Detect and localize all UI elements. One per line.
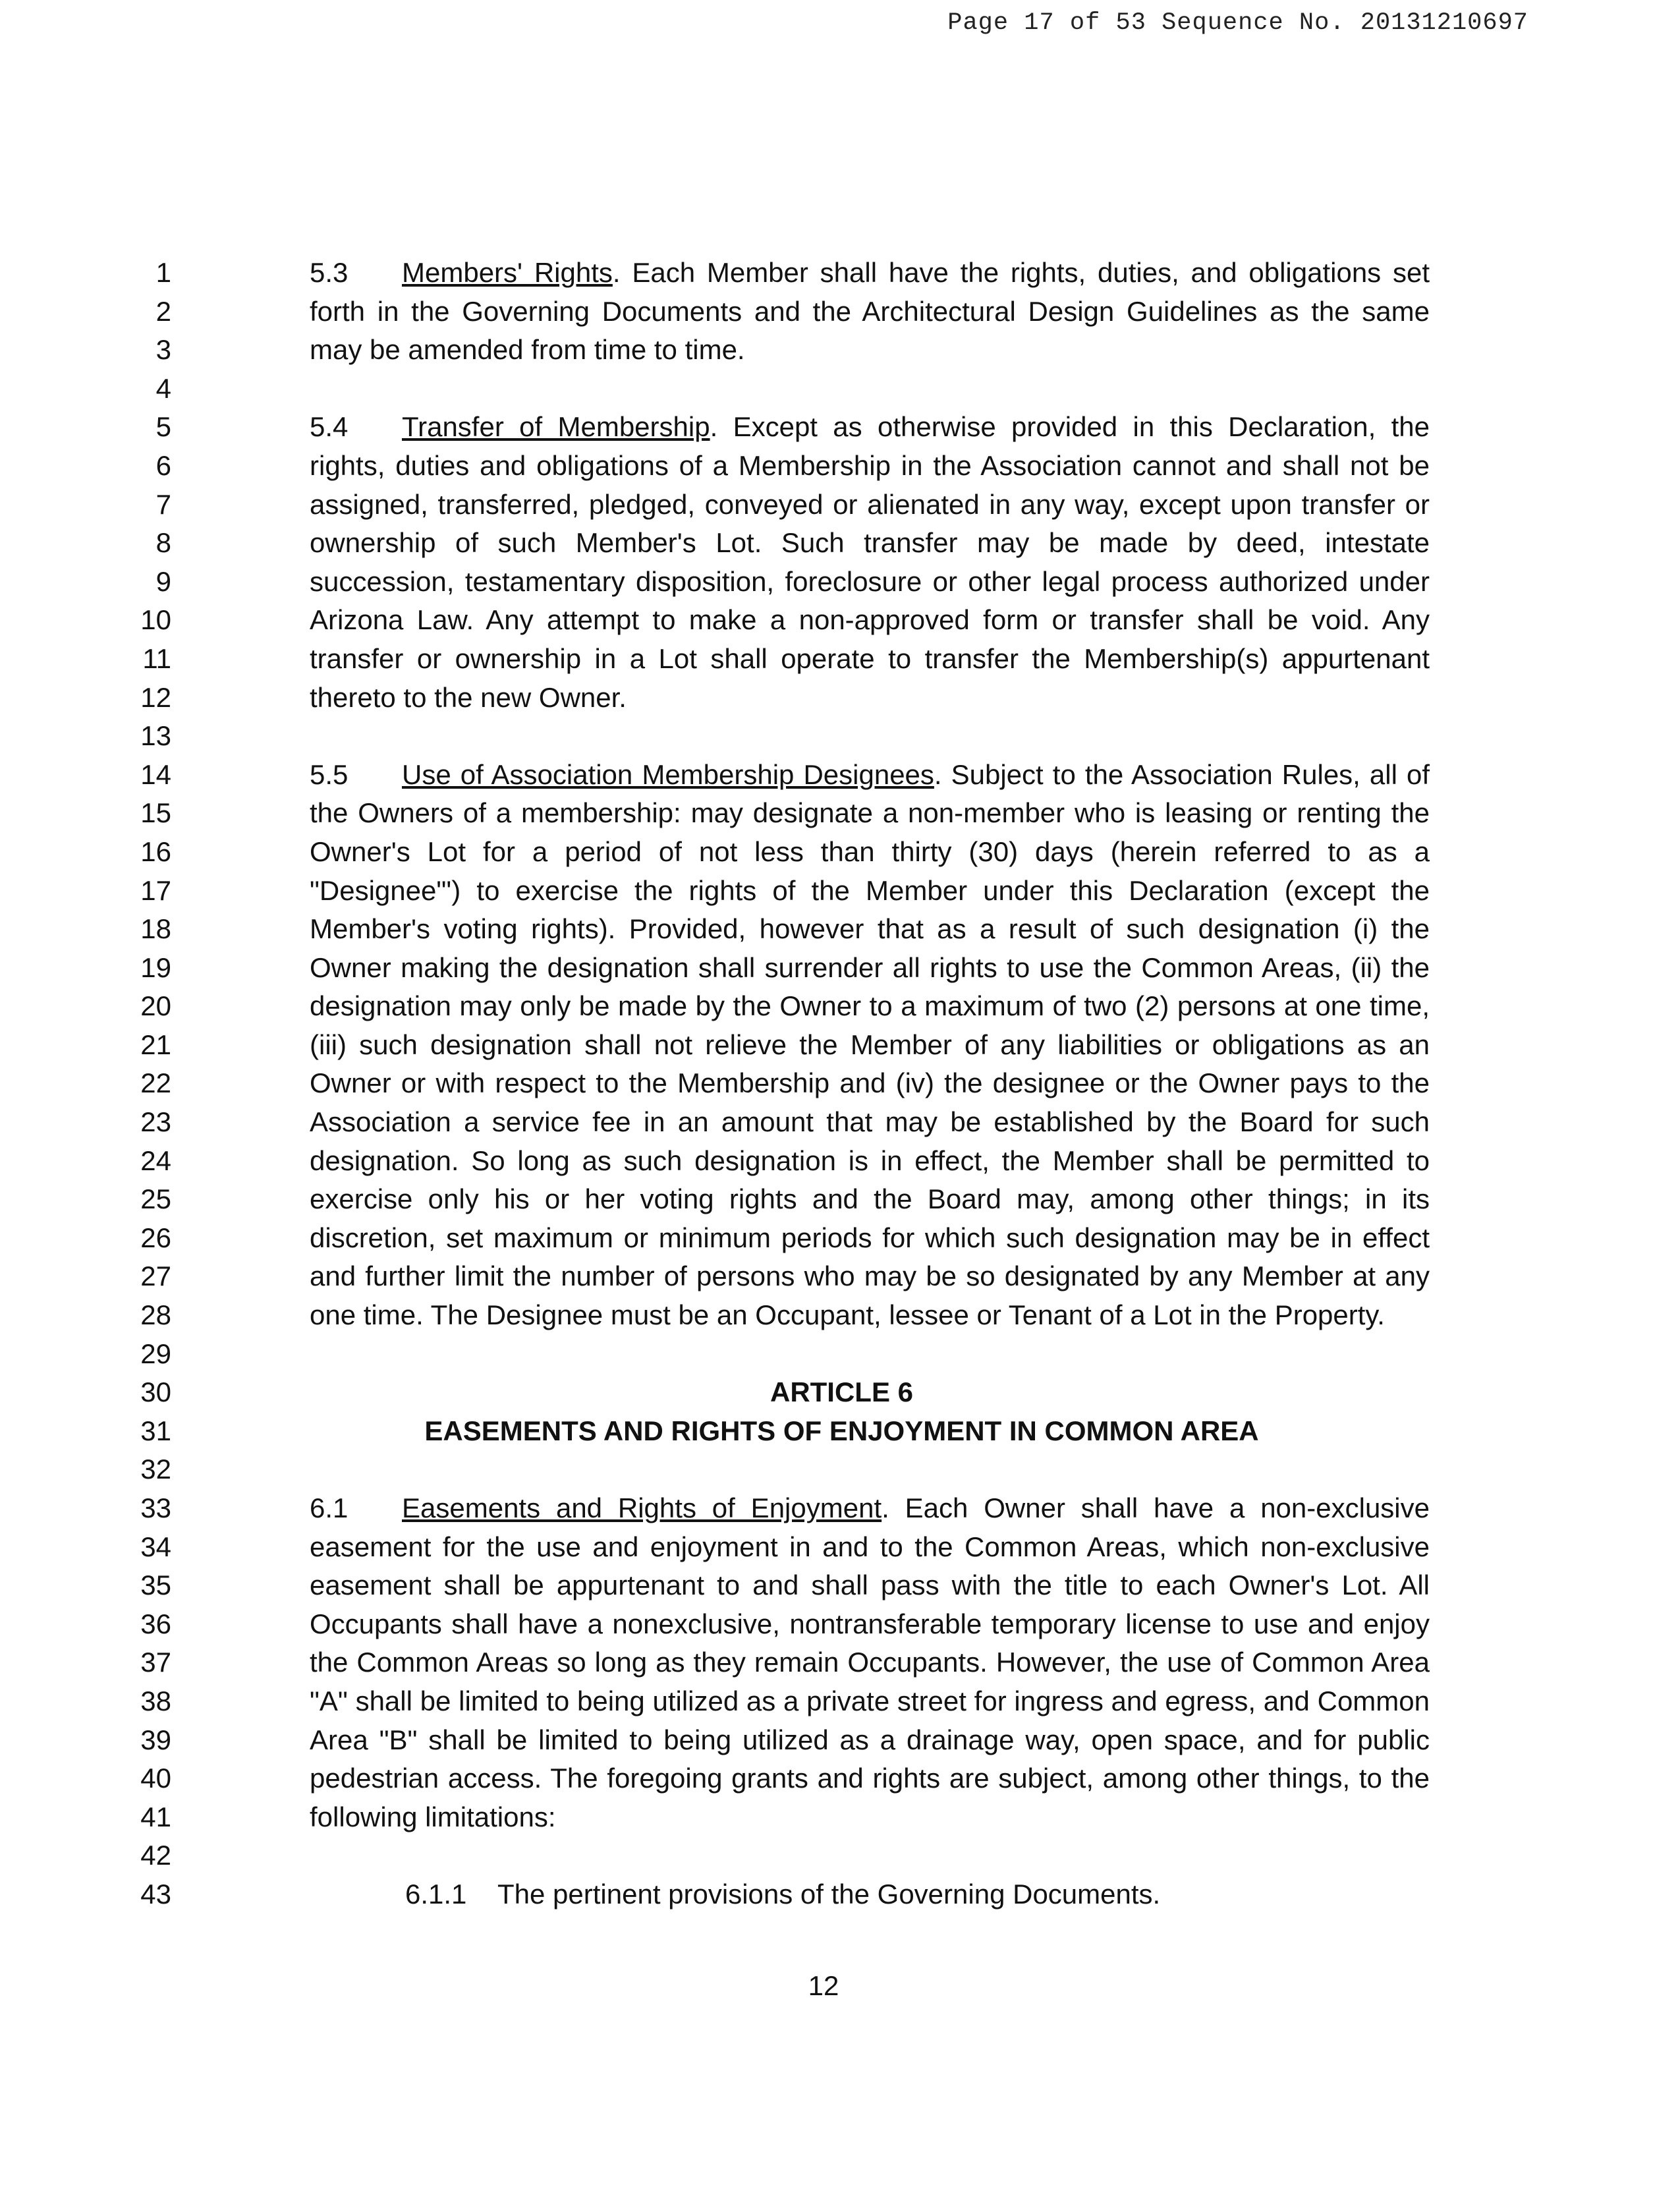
section-title: Transfer of Membership [402, 411, 710, 443]
line-number: 36 [140, 1608, 171, 1639]
line-number: 27 [140, 1260, 171, 1292]
line-number: 42 [140, 1840, 171, 1871]
line-number: 11 [142, 642, 171, 674]
line-number: 3 [155, 334, 171, 366]
subsection-text: The pertinent provisions of the Governing Documents. [497, 1878, 1161, 1910]
line-number: 24 [140, 1145, 171, 1176]
line-number: 43 [140, 1878, 171, 1910]
line-number: 18 [140, 913, 171, 945]
line-number: 12 [140, 681, 171, 713]
line-number: 21 [140, 1029, 171, 1060]
line-number: 9 [155, 565, 171, 597]
section-number: 5.3 [310, 257, 349, 288]
line-number: 8 [155, 527, 171, 559]
line-number: 10 [140, 604, 171, 636]
line-number-column [129, 254, 171, 1914]
section-title: Members' Rights [402, 257, 613, 288]
line-number: 35 [140, 1570, 171, 1601]
page-header: Page 17 of 53 Sequence No. 20131210697 [947, 9, 1528, 37]
line-number: 6 [155, 449, 171, 481]
line-number: 25 [140, 1183, 171, 1215]
article-heading: ARTICLE 6 [770, 1376, 913, 1408]
line-number: 2 [155, 295, 171, 327]
line-number: 29 [140, 1338, 171, 1369]
section-5-5 [214, 756, 1430, 1335]
line-number: 26 [140, 1222, 171, 1253]
line-number: 41 [140, 1801, 171, 1832]
line-number: 20 [140, 990, 171, 1022]
line-number: 30 [140, 1376, 171, 1408]
line-number: 31 [140, 1415, 171, 1446]
line-number: 37 [140, 1647, 171, 1678]
line-number: 33 [140, 1492, 171, 1523]
line-number: 16 [140, 835, 171, 867]
subsection-number: 6.1.1 [405, 1878, 467, 1910]
line-number: 39 [140, 1724, 171, 1755]
line-number: 13 [140, 720, 171, 752]
line-number: 5 [155, 411, 171, 443]
line-number: 7 [155, 488, 171, 520]
document-body [214, 254, 1430, 1914]
line-number: 28 [140, 1299, 171, 1331]
line-number: 32 [140, 1454, 171, 1485]
section-number: 5.5 [310, 758, 349, 790]
section-5-4 [214, 408, 1430, 717]
article-subheading: EASEMENTS AND RIGHTS OF ENJOYMENT IN COMMON AREA [424, 1415, 1259, 1446]
page-number: 12 [808, 1970, 839, 2001]
line-number: 17 [140, 874, 171, 906]
section-6-1-1 [214, 1875, 1430, 1914]
section-text: . Except as otherwise provided in this Declaration, the rights, duties and obligations of a Membership in the Association cannot and shall not be assigned, transferred, pledged, conveyed or alienated in any way, except upon transfer or ownership of such Member's Lot. Such transfer may be made by deed, intestate succession, testamentary disposition, foreclosure or other legal process authorized under Arizona Law. Any attempt to make a non-approved form or transfer shall be void. Any transfer or ownership in a Lot shall operate to transfer the Membership(s) appurtenant thereto to the new Owner. [310, 411, 1430, 713]
section-title: Use of Association Membership Designees [402, 758, 934, 790]
line-number: 14 [140, 758, 171, 790]
line-number: 22 [140, 1067, 171, 1099]
section-5-3 [214, 254, 1430, 370]
section-text: . Each Owner shall have a non-exclusive easement for the use and enjoyment in and to the Common Areas, which non-exclusive easement shall be appurtenant to and shall pass with the title to each Owner's Lot. All Occupants shall have a nonexclusive, nontransferable temporary license to use and enjoy the Common Areas so long as they remain Occupants. However, the use of Common Area "A" shall be limited to being utilized as a private street for ingress and egress, and Common Area "B" shall be limited to being utilized as a drainage way, open space, and for public pedestrian access. The foregoing grants and rights are subject, among other things, to the following limitations: [310, 1492, 1430, 1832]
line-number: 4 [155, 372, 171, 404]
section-number: 5.4 [310, 411, 349, 443]
section-6-1 [214, 1489, 1430, 1836]
line-number: 23 [140, 1106, 171, 1138]
line-number: 38 [140, 1685, 171, 1716]
section-text: . Each Member shall have the rights, duties, and obligations set forth in the Governing Documents and the Architectural Design Guidelines as the same may be amended from time to time. [310, 257, 1430, 366]
section-number: 6.1 [310, 1492, 349, 1523]
line-number: 40 [140, 1763, 171, 1794]
line-number: 19 [140, 951, 171, 983]
line-number: 34 [140, 1531, 171, 1562]
section-text: . Subject to the Association Rules, all of the Owners of a membership: may designate a non-member who is leasing or renting the Owner's Lot for a period of not less than thirty (30) days (herein referred to as a "Designee"') to exercise the rights of the Member under this Declaration (except the Member's voting rights). Provided, however that as a result of such designation (i) the Owner making the designation shall surrender all rights to use the Common Areas, (ii) the designation may only be made by the Owner to a maximum of two (2) persons at one time, (iii) such designation shall not relieve the Member of any liabilities or obligations as an Owner or with respect to the Membership and (iv) the designee or the Owner pays to the Association a service fee in an amount that may be established by the Board for such designation. So long as such designation is in effect, the Member shall be permitted to exercise only his or her voting rights and the Board may, among other things; in its discretion, set maximum or minimum periods for which such designation may be in effect and further limit the number of persons who may be so designated by any Member at any one time. The Designee must be an Occupant, lessee or Tenant of a Lot in the Property. [310, 758, 1430, 1331]
line-number: 1 [155, 257, 171, 288]
line-number: 15 [140, 797, 171, 829]
section-title: Easements and Rights of Enjoyment [402, 1492, 882, 1523]
